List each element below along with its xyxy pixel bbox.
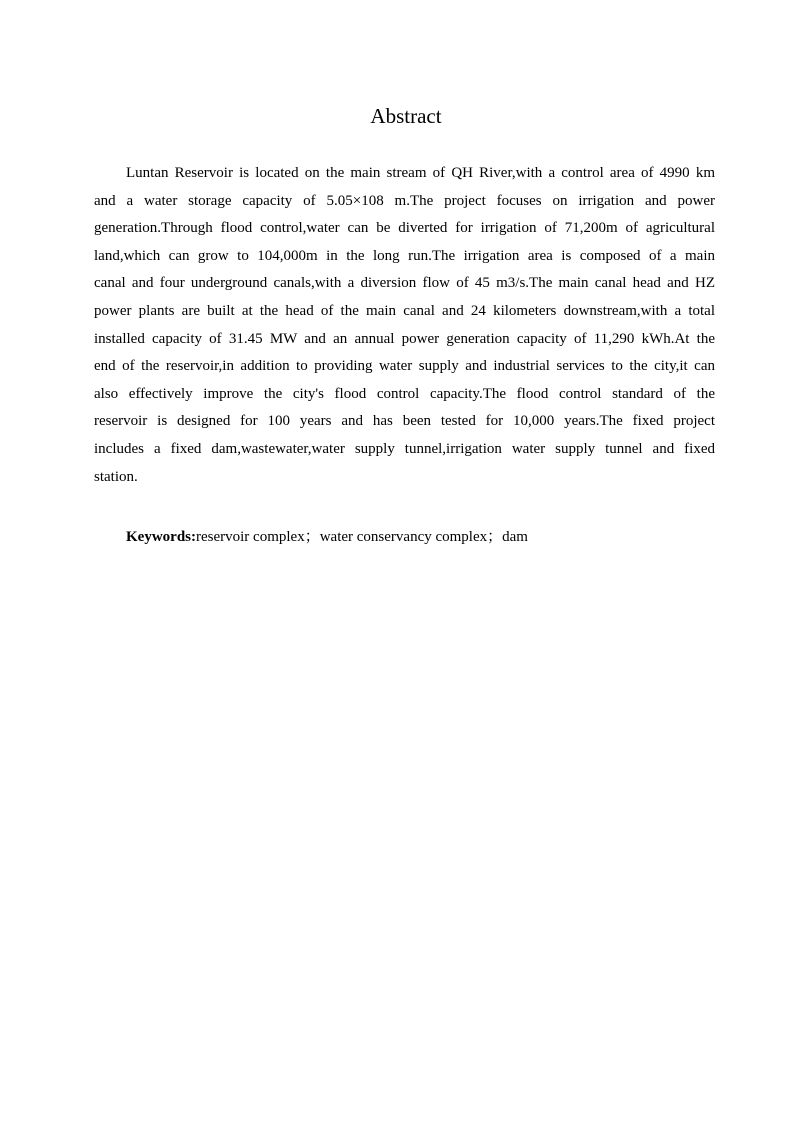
abstract-line: end of the reservoir,in addition to providing water supply and industrial services to the city,it can [94,358,715,375]
abstract-line: power plants are built at the head of the main canal and 24 kilometers downstream,with a total [94,302,715,319]
abstract-line: includes a fixed dam,wastewater,water supply tunnel,irrigation water supply tunnel and fixed [94,440,715,457]
keywords [126,524,528,550]
keywords-text: reservoir complex；water conservancy complex；dam [196,529,528,545]
abstract-line: reservoir is designed for 100 years and has been tested for 10,000 years.The fixed project [94,413,715,430]
abstract-line: station. [94,468,138,485]
abstract-line: and a water storage capacity of 5.05×108 m.The project focuses on irrigation and power [94,192,715,209]
keywords-label: Keywords: [126,529,196,545]
abstract-line: canal and four underground canals,with a diversion flow of 45 m3/s.The main canal head and HZ [94,275,715,292]
abstract-body [94,160,715,491]
abstract-line: generation.Through flood control,water can be diverted for irrigation of 71,200m of agricultural [94,220,715,237]
abstract-title: Abstract [370,104,442,128]
abstract-line: installed capacity of 31.45 MW and an annual power generation capacity of 11,290 kWh.At the [94,330,715,347]
abstract-line: land,which can grow to 104,000m in the long run.The irrigation area is composed of a main [94,247,715,264]
abstract-line: Luntan Reservoir is located on the main stream of QH River,with a control area of 4990 km [126,165,715,181]
abstract-line: also effectively improve the city's flood control capacity.The flood control standard of the [94,385,715,402]
